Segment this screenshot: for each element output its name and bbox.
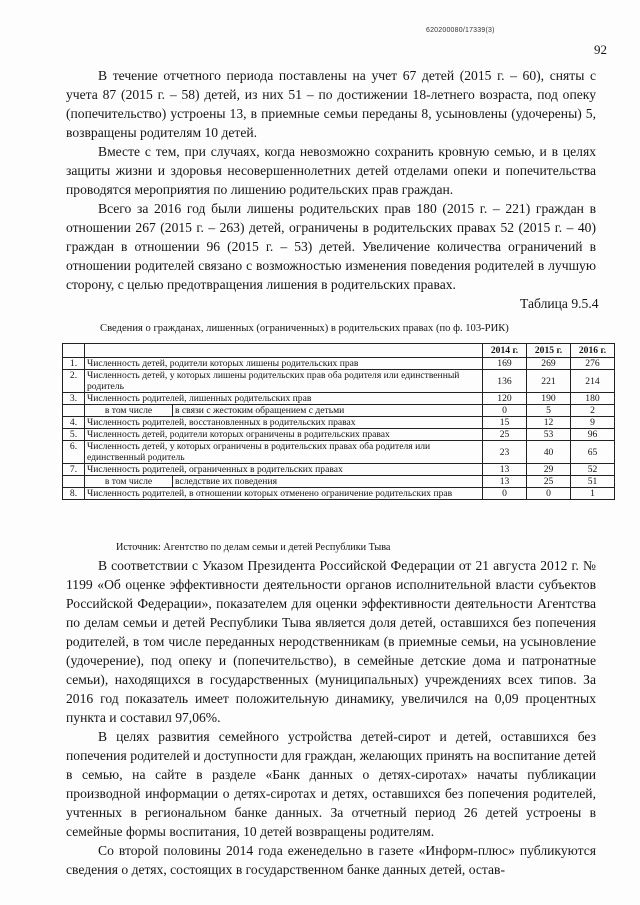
row-label: Численность родителей, ограниченных в родительских правах <box>85 464 483 476</box>
value-2015: 269 <box>527 358 571 370</box>
value-2015: 12 <box>527 417 571 429</box>
row-label: Численность родителей, в отношении которых отменено ограничение родительских прав <box>85 488 483 500</box>
row-index: 5. <box>63 429 85 441</box>
header-year-2016: 2016 г. <box>571 344 615 358</box>
table-row <box>63 488 615 500</box>
table-row <box>63 464 615 476</box>
table-row <box>63 393 615 405</box>
page-number: 92 <box>594 42 607 57</box>
table-row-sub <box>63 405 615 417</box>
value-2015: 5 <box>527 405 571 417</box>
row-index: 3. <box>63 393 85 405</box>
value-2014: 0 <box>483 488 527 500</box>
row-label: Численность детей, у которых ограничены в родительских правах оба родителя или единственный родитель <box>85 441 483 464</box>
row-sublabel-right: в связи с жестоким обращением с детьми <box>173 405 483 417</box>
table-row <box>63 441 615 464</box>
value-2016: 65 <box>571 441 615 464</box>
value-2016: 1 <box>571 488 615 500</box>
value-2016: 276 <box>571 358 615 370</box>
row-index: 6. <box>63 441 85 464</box>
row-index: 1. <box>63 358 85 370</box>
row-index <box>63 405 85 417</box>
value-2014: 0 <box>483 405 527 417</box>
table-caption: Сведения о гражданах, лишенных (ограниченных) в родительских правах (по ф. 103-РИК) <box>100 323 509 334</box>
header-year-2015: 2015 г. <box>527 344 571 358</box>
row-index: 4. <box>63 417 85 429</box>
paragraph: Всего за 2016 год были лишены родительских прав 180 (2015 г. – 221) граждан в отношении 267 (2015 г. – 263) детей, ограничены в родительских правах 52 (2015 г. – 40) граждан в отношении 96 (2015 г. – 53) детей. Увеличение количества ограничений в отношении родителей связано с возможностью изменения поведения родителей в лучшую сторону, с целью предотвращения лишения в родительских правах. <box>66 201 596 292</box>
value-2015: 29 <box>527 464 571 476</box>
table-header-row <box>63 344 615 358</box>
row-sublabel-right: вследствие их поведения <box>173 476 483 488</box>
value-2015: 53 <box>527 429 571 441</box>
row-label: Численность детей, у которых лишены родительских прав оба родителя или единственный родитель <box>85 370 483 393</box>
paragraph: Со второй половины 2014 года еженедельно в газете «Информ-плюс» публикуются сведения о детях, состоящих в государственном банке данных детей, остав- <box>66 843 596 877</box>
paragraph: В соответствии с Указом Президента Российской Федерации от 21 августа 2012 г. № 1199 «Об оценке эффективности деятельности органов исполнительной власти субъектов Российской Федерации», показателем для оценки эффективности деятельности Агентства по делам семьи и детей Республики Тыва является доля детей, оставшихся без попечения родителей, в том числе переданных неродственникам (в приемные семьи, на усыновление (удочерение), под опеку и (попечительство), в семейные детские дома и патронатные семьи), находящихся в государственных (муниципальных) учреждениях всех типов. За 2016 год показатель имеет положительную динамику, увеличился на 0,09 процентных пункта и составил 97,06%. <box>66 558 596 725</box>
table-label: Таблица 9.5.4 <box>520 296 599 311</box>
paragraph: В целях развития семейного устройства детей-сирот и детей, оставшихся без попечения родителей и доступности для граждан, желающих принять на воспитание детей в семью, на сайте в разделе «Банк данных о детях-сиротах» начаты публикации производной информации о детях-сиротах и детях, оставшихся без попечения родителей, учтенных в региональном банке данных. За отчетный период 26 детей устроены в семейные формы воспитания, 10 детей возвращены родителям. <box>66 729 596 839</box>
row-label: Численность детей, родители которых лишены родительских прав <box>85 358 483 370</box>
value-2016: 51 <box>571 476 615 488</box>
paragraph: В течение отчетного периода поставлены на учет 67 детей (2015 г. – 60), сняты с учета 87 (2015 г. – 58) детей, из них 51 – по достижении 18-летнего возраста, под опеку (попечительство) устроены 13, в приемные семьи переданы 8, усыновлены (удочерены) 5, возвращены родителям 10 детей. <box>66 68 596 140</box>
value-2014: 13 <box>483 476 527 488</box>
value-2014: 23 <box>483 441 527 464</box>
header-cell <box>63 344 85 358</box>
value-2015: 40 <box>527 441 571 464</box>
value-2016: 9 <box>571 417 615 429</box>
table-row-sub <box>63 476 615 488</box>
value-2016: 180 <box>571 393 615 405</box>
header-cell <box>85 344 483 358</box>
value-2014: 15 <box>483 417 527 429</box>
table-row <box>63 370 615 393</box>
document-code: 620200080/17339(3) <box>426 27 495 34</box>
value-2016: 52 <box>571 464 615 476</box>
row-label: Численность детей, родители которых ограничены в родительских правах <box>85 429 483 441</box>
value-2015: 25 <box>527 476 571 488</box>
value-2014: 13 <box>483 464 527 476</box>
paragraph: Вместе с тем, при случаях, когда невозможно сохранить кровную семью, и в целях защиты жизни и здоровья несовершеннолетних детей отделами опеки и попечительства проводятся мероприятия по лишению родительских прав граждан. <box>66 144 596 197</box>
value-2016: 2 <box>571 405 615 417</box>
body-text-top <box>66 66 596 294</box>
value-2014: 120 <box>483 393 527 405</box>
header-year-2014: 2014 г. <box>483 344 527 358</box>
body-text-bottom <box>66 556 596 879</box>
row-label: Численность родителей, восстановленных в родительских правах <box>85 417 483 429</box>
row-sublabel-left: в том числе <box>85 476 173 488</box>
row-index <box>63 476 85 488</box>
row-label: Численность родителей, лишенных родительских прав <box>85 393 483 405</box>
value-2016: 96 <box>571 429 615 441</box>
value-2014: 136 <box>483 370 527 393</box>
value-2014: 169 <box>483 358 527 370</box>
value-2015: 0 <box>527 488 571 500</box>
row-index: 2. <box>63 370 85 393</box>
value-2016: 214 <box>571 370 615 393</box>
row-index: 8. <box>63 488 85 500</box>
table-row <box>63 429 615 441</box>
table-row <box>63 417 615 429</box>
row-index: 7. <box>63 464 85 476</box>
statistics-table <box>62 343 615 500</box>
table-source: Источник: Агентство по делам семьи и детей Республики Тыва <box>116 542 391 553</box>
table-row <box>63 358 615 370</box>
row-sublabel-left: в том числе <box>85 405 173 417</box>
value-2014: 25 <box>483 429 527 441</box>
value-2015: 221 <box>527 370 571 393</box>
value-2015: 190 <box>527 393 571 405</box>
